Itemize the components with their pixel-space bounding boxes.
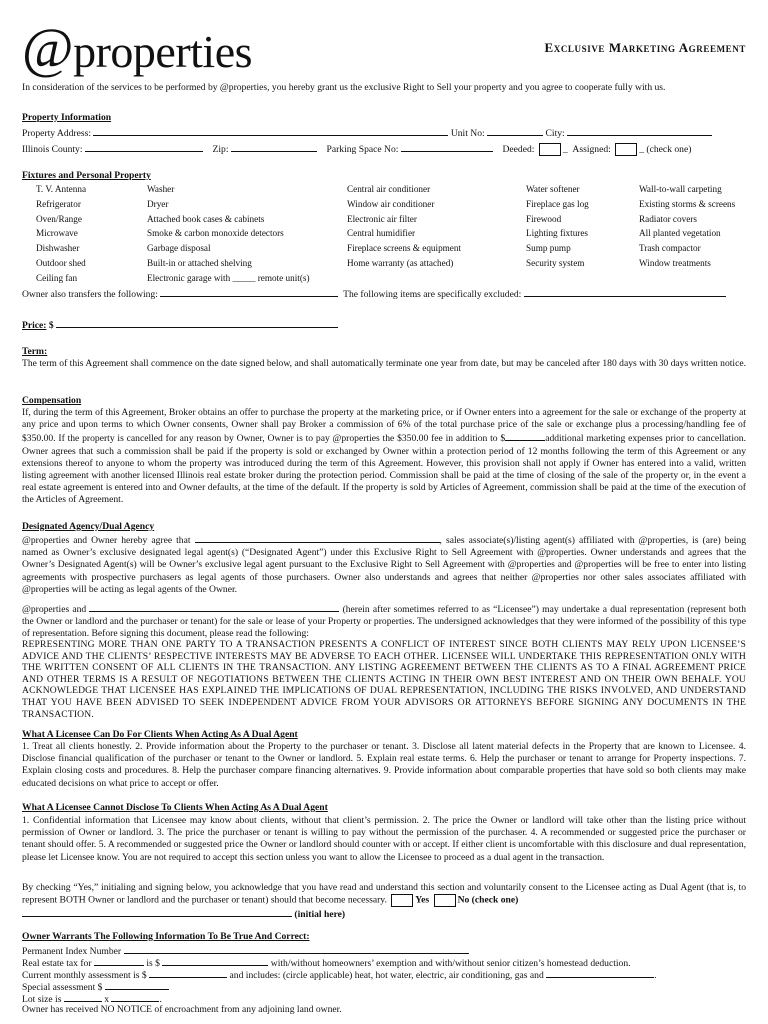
fixture-item: Lighting fixtures bbox=[526, 228, 589, 239]
fixture-item: Sump pump bbox=[526, 243, 571, 254]
excluded-field[interactable] bbox=[524, 287, 726, 297]
compensation-text-a: If, during the term of this Agreement, Broker obtains an offer to purchase the property at the marketing price, or if Owner enters into a agreement for the sale or exchange of the property at any price and upon terms to which Owner consents, Owner shall pay Broker a commission of 6% of the total purchase price of the sale or exchange plus a processing/handling fee of $350.00. If the property is cancelled for any reason by Owner, Owner is to pay @properties the $350.00 fee in addition to $ bbox=[22, 407, 746, 445]
transfers-row bbox=[22, 287, 746, 301]
tax-amount-field[interactable] bbox=[162, 956, 268, 966]
fixture-item: Washer bbox=[147, 184, 175, 194]
fixture-item: Wall-to-wall carpeting bbox=[639, 184, 722, 194]
fixture-item: Window treatments bbox=[639, 257, 711, 268]
fixtures-column-5 bbox=[639, 182, 735, 271]
agency-paragraph-2 bbox=[22, 602, 746, 641]
agency-heading: Designated Agency/Dual Agency bbox=[22, 521, 155, 532]
fixture-item: Electronic garage with _____ remote unit(s) bbox=[147, 272, 310, 283]
deeded-checkbox[interactable] bbox=[539, 143, 561, 156]
pin-label: Permanent Index Number bbox=[22, 946, 122, 957]
lot-size-row: Lot size is x . bbox=[22, 994, 162, 1005]
zip-label: Zip: bbox=[212, 144, 229, 155]
fixture-item: Oven/Range bbox=[36, 213, 82, 224]
yes-checkbox[interactable] bbox=[391, 894, 413, 907]
lot-size-label: Lot size is bbox=[22, 994, 62, 1005]
can-do-text: 1. Treat all clients honestly. 2. Provide information about the Property to the purchaser or tenant. 3. Disclose all latent material defects in the Property that are known to Licensee. 4. Disclose financial qualification of the purchaser or tenant to the Owner or landlord. 5. Explain real estate terms. 6. Help the purchaser or tenant to arrange for Property inspections. 7. Explain closing costs and procedures. 8. Help the purchaser compare financing alternatives. 9. Provide information about comparable properties that have sold so both clients may make educated decisions on what price to accept or offer. bbox=[22, 741, 746, 789]
special-assessment-label: Special assessment $ bbox=[22, 982, 103, 993]
fixture-item: Window air conditioner bbox=[347, 198, 435, 209]
fixture-item: Existing storms & screens bbox=[639, 198, 736, 209]
unit-label: Unit No: bbox=[450, 128, 485, 139]
fixture-item: Outdoor shed bbox=[36, 257, 86, 268]
consent-paragraph bbox=[22, 882, 746, 921]
fixtures-column-2 bbox=[147, 182, 310, 286]
transfers-label: Owner also transfers the following: bbox=[22, 289, 158, 300]
address-row bbox=[22, 126, 746, 140]
initial-field[interactable] bbox=[22, 907, 292, 917]
no-label: No (check one) bbox=[457, 894, 519, 906]
property-info-heading: Property Information bbox=[22, 112, 112, 123]
warrants-heading: Owner Warrants The Following Information To Be True And Correct: bbox=[22, 931, 310, 942]
fixtures-heading: Fixtures and Personal Property bbox=[22, 170, 151, 181]
fixture-item: Dryer bbox=[147, 198, 169, 209]
fixture-item: Smoke & carbon monoxide detectors bbox=[147, 228, 284, 239]
agency-paragraph-1 bbox=[22, 533, 746, 596]
can-do-heading: What A Licensee Can Do For Clients When Acting As A Dual Agent bbox=[22, 729, 298, 740]
term-heading: Term: bbox=[22, 346, 48, 357]
fixtures-column-4 bbox=[526, 182, 589, 271]
assigned-label: Assigned: bbox=[572, 144, 611, 155]
zip-field[interactable] bbox=[231, 142, 317, 152]
compensation-heading: Compensation bbox=[22, 395, 82, 406]
special-assessment-field[interactable] bbox=[105, 980, 169, 990]
excluded-label: The following items are specifically excluded: bbox=[343, 289, 522, 300]
tax-label-b: is $ bbox=[146, 958, 160, 969]
cannot-disclose-heading: What A Licensee Cannot Disclose To Clients When Acting As A Dual Agent bbox=[22, 802, 328, 813]
licensee-field[interactable] bbox=[89, 602, 339, 612]
tax-year-field[interactable] bbox=[94, 956, 144, 966]
intro-paragraph: In consideration of the services to be performed by @properties, you hereby grant us the exclusive Right to Sell your property and you agree to cooperate fully with us. bbox=[22, 82, 666, 93]
assessment-row: Current monthly assessment is $ and includes: (circle applicable) heat, hot water, electric, air conditioning, gas and . bbox=[22, 970, 657, 981]
fixture-item: Fireplace gas log bbox=[526, 198, 589, 209]
tax-label-c: with/without homeowners’ exemption and with/without senior citizen’s homestead deduction. bbox=[270, 958, 631, 969]
city-label: City: bbox=[545, 128, 565, 139]
check-one-note: (check one) bbox=[646, 144, 692, 155]
lot-size-x: x bbox=[104, 994, 110, 1005]
dual-representation-notice: REPRESENTING MORE THAN ONE PARTY TO A TRANSACTION PRESENTS A CONFLICT OF INTEREST SINCE BOTH CLIENTS MAY RELY UPON LICENSEE’S ADVICE AND THE CLIENTS’ RESPECTIVE INTERESTS MAY BE ADVERSE TO EACH OTHER. LICENSEE WILL UNDERTAKE THIS REPRESENTATION ONLY WITH THE WRITTEN CONSENT OF ALL CLIENTS IN THE TRANSACTION. ANY LISTING AGREEMENT BETWEEN THE CLIENTS AS TO A FINAL AGREEMENT PRICE AND OTHER TERMS IS A RESULT OF NEGOTIATIONS BETWEEN THE CLIENTS ACTING IN THEIR OWN BEST INTEREST AND ON THEIR OWN BEHALF. YOU ACKNOWLEDGE THAT LICENSEE HAS EXPLAINED THE IMPLICATIONS OF DUAL REPRESENTATION, INCLUDING THE RISKS INVOLVED, AND UNDERSTAND THAT YOU HAVE BEEN ADVISED TO SEEK INDEPENDENT ADVICE FROM YOUR ADVISORS OR ATTORNEYS BEFORE SIGNING ANY DOCUMENTS IN THE TRANSACTION. bbox=[22, 639, 746, 720]
assigned-checkbox[interactable] bbox=[615, 143, 637, 156]
lot-width-field[interactable] bbox=[64, 992, 102, 1002]
fixtures-column-1 bbox=[36, 182, 86, 286]
fixture-item: Refrigerator bbox=[36, 198, 81, 209]
no-checkbox[interactable] bbox=[434, 894, 456, 907]
fixture-item: Firewood bbox=[526, 213, 562, 224]
fixture-item: Home warranty (as attached) bbox=[347, 257, 454, 268]
fixture-item: Central air conditioner bbox=[347, 184, 431, 194]
city-field[interactable] bbox=[567, 126, 712, 136]
agency-p1-a: @properties and Owner hereby agree that bbox=[22, 535, 191, 546]
county-field[interactable] bbox=[85, 142, 203, 152]
tax-label-a: Real estate tax for bbox=[22, 958, 92, 969]
yes-label: Yes bbox=[415, 894, 430, 906]
agency-p2-a: @properties and bbox=[22, 604, 87, 615]
logo-text: properties bbox=[73, 26, 253, 77]
parking-field[interactable] bbox=[401, 142, 493, 152]
price-currency: $ bbox=[48, 320, 54, 331]
fixture-item: Security system bbox=[526, 257, 585, 268]
fixture-item: Microwave bbox=[36, 228, 78, 239]
fixture-item: Attached book cases & cabinets bbox=[147, 213, 265, 224]
county-row: Illinois County: Zip: Parking Space No: Deeded: _ Assigned: _ (check one) bbox=[22, 144, 692, 155]
assessment-label-b: and includes: (circle applicable) heat, hot water, electric, air conditioning, gas and bbox=[229, 970, 544, 981]
unit-field[interactable] bbox=[487, 126, 543, 136]
assessment-field[interactable] bbox=[149, 968, 227, 978]
price-row bbox=[22, 318, 746, 332]
pin-field[interactable] bbox=[124, 944, 469, 954]
lot-depth-field[interactable] bbox=[111, 992, 159, 1002]
fixture-item: All planted vegetation bbox=[639, 228, 721, 239]
fixture-item: Water softener bbox=[526, 184, 580, 194]
address-field[interactable] bbox=[93, 126, 448, 136]
fixture-item: Central humidifier bbox=[347, 228, 416, 239]
assessment-other-field[interactable] bbox=[546, 968, 654, 978]
deeded-label: Deeded: bbox=[502, 144, 535, 155]
term-text: The term of this Agreement shall commence on the date signed below, and shall automatically terminate one year from date, but may be canceled after 180 days with 30 days written notice. bbox=[22, 358, 746, 369]
assessment-label-a: Current monthly assessment is $ bbox=[22, 970, 147, 981]
fixture-item: Dishwasher bbox=[36, 243, 80, 254]
company-logo: @properties bbox=[22, 18, 253, 80]
fixture-item: Radiator covers bbox=[639, 213, 697, 224]
fixture-item: T. V. Antenna bbox=[36, 184, 87, 194]
agency-p1-b: , sales associate(s)/listing agent(s) affiliated with @properties, is (are) being named as Owner’s exclusive designated legal agent(s) (“Designated Agent”) under this Exclusive Right to Sell Agreement with @properties. Owner understands and agrees that the Owner’s Designated Agent(s) will be Owner’s exclusive legal agent pursuant to the Exclusive Right to Sell Agreement with @properties and @properties will be free to enter into listing agreements with prospective purchasers as legal agents of those purchasers. Owner also understands and agrees that neither @properties nor other sales associates affiliated with @properties will be acting as legal agents of the Owner. bbox=[22, 535, 746, 595]
designated-agent-field[interactable] bbox=[195, 533, 440, 543]
marketing-expenses-field[interactable] bbox=[505, 431, 545, 441]
parking-label: Parking Space No: bbox=[326, 144, 399, 155]
price-field[interactable] bbox=[56, 318, 338, 328]
fixture-item: Trash compactor bbox=[639, 243, 701, 254]
compensation-text bbox=[22, 407, 746, 507]
fixture-item: Fireplace screens & equipment bbox=[347, 243, 462, 254]
agency-p2-b: (herein after sometimes referred to as “Licensee”) may undertake a dual representation (represent both the Owner or landlord and the purchaser or tenant) for the sale or lease of your Property or properties. The undersigned acknowledges that they were informed of the possibility of this type of representation. Before signing this document, please read the following: bbox=[22, 604, 746, 640]
fixture-item: Ceiling fan bbox=[36, 272, 78, 283]
encroachment-notice: Owner has received NO NOTICE of encroachment from any adjoining land owner. bbox=[22, 1004, 342, 1015]
compensation-text-b: additional marketing expenses prior to cancellation. Owner agrees that such a commission shall be paid if the property is sold or exchanged by Owner within a protection period of 12 months following the term of this Agreement or any extensions thereof to anyone to whom the property was introduced during the term of this Agreement. However, this provision shall not apply if Owner has entered into a valid, written listing agreement with another licensed Illinois real estate broker during the protection period. Commission shall be paid at the time of closing of the sale of the property or, in the event a real estate agreement is entered into and Owner defaults, at the time of the default. If the property is sold by Articles of Agreement, commission shall be paid at the time of the execution of the Articles of Agreement. bbox=[22, 433, 746, 506]
fixture-item: Electronic air filter bbox=[347, 213, 417, 224]
fixture-item: Garbage disposal bbox=[147, 243, 211, 254]
price-label: Price: bbox=[22, 320, 47, 331]
consent-text: By checking “Yes,” initialing and signing below, you acknowledge that you have read and understand this section and voluntarily consent to the Licensee acting as Dual Agent (that is, to represent BOTH Owner or landlord and the purchaser or tenant) should that become necessary. bbox=[22, 882, 746, 906]
transfers-field[interactable] bbox=[160, 287, 338, 297]
county-label: Illinois County: bbox=[22, 144, 83, 155]
address-label: Property Address: bbox=[22, 128, 92, 139]
fixture-item: Built-in or attached shelving bbox=[147, 257, 252, 268]
cannot-disclose-text: 1. Confidential information that Licensee may know about clients, without that client’s permission. 2. The price the Owner or landlord will take other than the listing price without permission of Owner or landlord. 3. The price the purchaser or tenant is willing to pay without the permission of the purchaser. 4. A recommended or suggested price the purchaser or tenant should offer. 5. A recommended or suggested price the Owner or landlord should counter with or accept. If either client is uncomfortable with this disclosure and dual representation, please let Licensee know. You are not required to accept this section unless you want to allow the Licensee to proceed as a dual agent in the transaction. bbox=[22, 815, 746, 863]
document-title: Exclusive Marketing Agreement bbox=[544, 40, 746, 55]
initial-label: (initial here) bbox=[294, 909, 346, 921]
fixtures-column-3 bbox=[347, 182, 461, 271]
